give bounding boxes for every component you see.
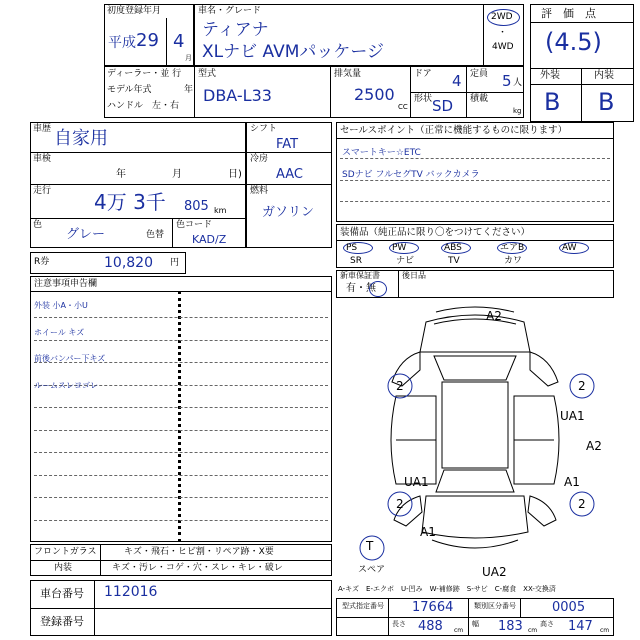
equipment-item: カワ <box>504 256 523 266</box>
door-value: 4 <box>452 72 462 90</box>
damage-mark: UA1 <box>560 409 585 423</box>
interior-text: キズ・汚レ・コゲ・穴・スレ・キレ・破レ <box>112 563 283 573</box>
height-label: 高さ <box>540 620 554 628</box>
notes-row-line <box>34 317 328 318</box>
capacity-unit: 人 <box>513 78 523 88</box>
handle-label: ハンドル 左・右 <box>107 101 180 111</box>
warranty-none-circle <box>369 281 387 297</box>
drive-2wd: 2WD <box>491 12 513 22</box>
notes-line: 外装 小A・小U <box>34 301 88 310</box>
new-warranty-label: 新車保証書 <box>340 271 380 280</box>
damage-mark: A1 <box>564 475 580 489</box>
equipment-item: エアB <box>500 243 525 253</box>
ac-label: 冷房 <box>250 154 269 164</box>
model-spec-value: 17664 <box>412 600 454 615</box>
notes-row-line <box>34 497 328 498</box>
model-spec-label: 型式指定番号 <box>342 602 384 610</box>
notes-row-line <box>34 407 328 408</box>
car-diagram <box>336 300 614 582</box>
damage-mark: UA1 <box>404 475 429 489</box>
notes-row-line <box>34 520 328 521</box>
inspection-year: 年 <box>116 169 126 180</box>
reg-no-label: 登録番号 <box>40 615 84 628</box>
fuel-label: 燃料 <box>250 186 269 196</box>
width-label: 幅 <box>472 620 479 628</box>
displacement-unit: CC <box>398 103 408 111</box>
inspection-month: 月 <box>172 169 182 180</box>
color-change-label: 色替 <box>146 230 165 240</box>
record-label: 後日品 <box>402 271 426 280</box>
height-unit: cm <box>600 627 610 634</box>
length-value: 488 <box>418 619 443 634</box>
reg-month: 4 <box>173 31 185 52</box>
notes-title: 注意事項申告欄 <box>34 279 98 289</box>
mileage-value: 4万 3千 <box>94 190 166 214</box>
exterior-grade: B <box>544 88 561 116</box>
length-unit: cm <box>454 627 464 634</box>
damage-mark: 2 <box>396 379 404 393</box>
recycle-unit: 円 <box>170 258 180 268</box>
shape-value: SD <box>432 97 454 115</box>
notes-line: ルームスレヨゴレ <box>34 380 98 390</box>
recycle-label: R券 <box>34 257 50 267</box>
displacement-label: 排気量 <box>334 69 362 79</box>
ac-value: AAC <box>276 167 303 182</box>
score-value: (4.5) <box>545 28 602 56</box>
type-value: DBA-L33 <box>203 86 272 105</box>
notes-line: ホイール キズ <box>34 327 85 337</box>
sales-line-1: スマートキー☆ETC <box>342 148 421 158</box>
grade: XLナビ AVMパッケージ <box>202 42 385 62</box>
chassis-label: 車台番号 <box>40 587 84 600</box>
damage-mark: 2 <box>578 497 586 511</box>
notes-line: 前後バンパー下キズ <box>34 354 106 363</box>
reg-label: 初度登録年月 <box>107 6 162 16</box>
width-value: 183 <box>498 619 523 634</box>
damage-mark: UA2 <box>482 565 507 579</box>
equipment-title: 装備品（純正品に限り〇をつけてください） <box>340 227 531 238</box>
spare-label: スペア <box>358 565 386 575</box>
front-glass-text: キズ・飛石・ヒビ割・リペア跡・X要 <box>124 547 274 557</box>
notes-row-line <box>34 340 328 341</box>
shift-value: FAT <box>276 137 299 152</box>
class-value: 0005 <box>552 600 586 615</box>
load-unit: kg <box>513 107 522 115</box>
damage-mark: A2 <box>486 309 502 323</box>
dealer-label: ディーラー・並 行 <box>107 69 182 79</box>
interior-grade: B <box>598 88 615 116</box>
displacement-value: 2500 <box>354 85 395 104</box>
sales-line-2: SDナビ フルセグTV バックカメラ <box>342 170 480 180</box>
damage-mark: T <box>366 539 374 553</box>
drive-4wd: 4WD <box>492 42 514 52</box>
model-year-label: モデル年式 <box>107 85 152 95</box>
interior-label: 内装 <box>594 70 614 81</box>
recycle-value: 10,820 <box>104 255 153 271</box>
mileage-label: 走行 <box>33 186 52 196</box>
color-code-label: 色コード <box>176 220 213 230</box>
mileage-small: 805 <box>184 199 209 214</box>
damage-mark: A1 <box>420 525 436 539</box>
shape-label: 形状 <box>414 94 433 104</box>
sales-title: セールスポイント（正常に機能するものに限ります） <box>340 125 568 136</box>
damage-mark: 2 <box>578 379 586 393</box>
reg-year: 29 <box>136 30 159 51</box>
equipment-item: ABS <box>444 243 462 253</box>
length-label: 長さ <box>392 620 406 628</box>
type-label: 型式 <box>198 69 217 79</box>
fuel-value: ガソリン <box>262 205 315 220</box>
front-glass-label: フロントガラス <box>34 547 97 557</box>
usage-value: 自家用 <box>54 128 108 149</box>
damage-legend: A-キズ E-エクボ U-凹み W-補修跡 S-サビ C-腐食 XX-交換済 <box>338 585 556 593</box>
class-label: 類別区分番号 <box>474 602 516 610</box>
color-code-value: KAD/Z <box>192 233 227 246</box>
equipment-item: SR <box>350 256 362 266</box>
inspection-day: 日) <box>228 169 242 180</box>
capacity-value: 5 <box>502 72 512 90</box>
load-label: 積載 <box>470 94 489 104</box>
equipment-item: ナビ <box>396 256 415 266</box>
reg-era: 平成 <box>108 35 136 51</box>
drive-dot: ・ <box>498 28 508 38</box>
capacity-label: 定員 <box>470 69 489 79</box>
height-value: 147 <box>568 619 593 634</box>
inspection-label: 車検 <box>33 154 52 164</box>
reg-month-unit: 月 <box>185 54 192 62</box>
width-unit: cm <box>528 627 538 634</box>
usage-label: 車歴 <box>33 124 52 134</box>
chassis-value: 112016 <box>104 584 158 600</box>
notes-row-line <box>34 475 328 476</box>
mileage-unit: km <box>214 206 227 215</box>
damage-mark: A2 <box>586 439 602 453</box>
color-label: 色 <box>33 220 43 230</box>
interior-label: 内装 <box>54 563 73 573</box>
equipment-item: PS <box>346 243 358 253</box>
shift-label: シフト <box>250 124 278 134</box>
equipment-item: TV <box>448 256 460 266</box>
notes-row-line <box>34 430 328 431</box>
damage-mark: 2 <box>396 497 404 511</box>
equipment-item: PW <box>392 243 407 253</box>
exterior-label: 外装 <box>540 70 560 81</box>
color-value: グレー <box>66 227 106 242</box>
equipment-item: AW <box>562 243 577 253</box>
notes-box <box>30 276 332 542</box>
score-label: 評 価 点 <box>541 7 596 20</box>
door-label: ドア <box>414 69 432 79</box>
car-name-label: 車名・グレード <box>198 6 262 16</box>
model-year-unit: 年 <box>184 85 194 95</box>
car-name: ティアナ <box>202 20 269 40</box>
notes-row-line <box>34 452 328 453</box>
new-warranty-value: 有・無 <box>346 283 376 294</box>
